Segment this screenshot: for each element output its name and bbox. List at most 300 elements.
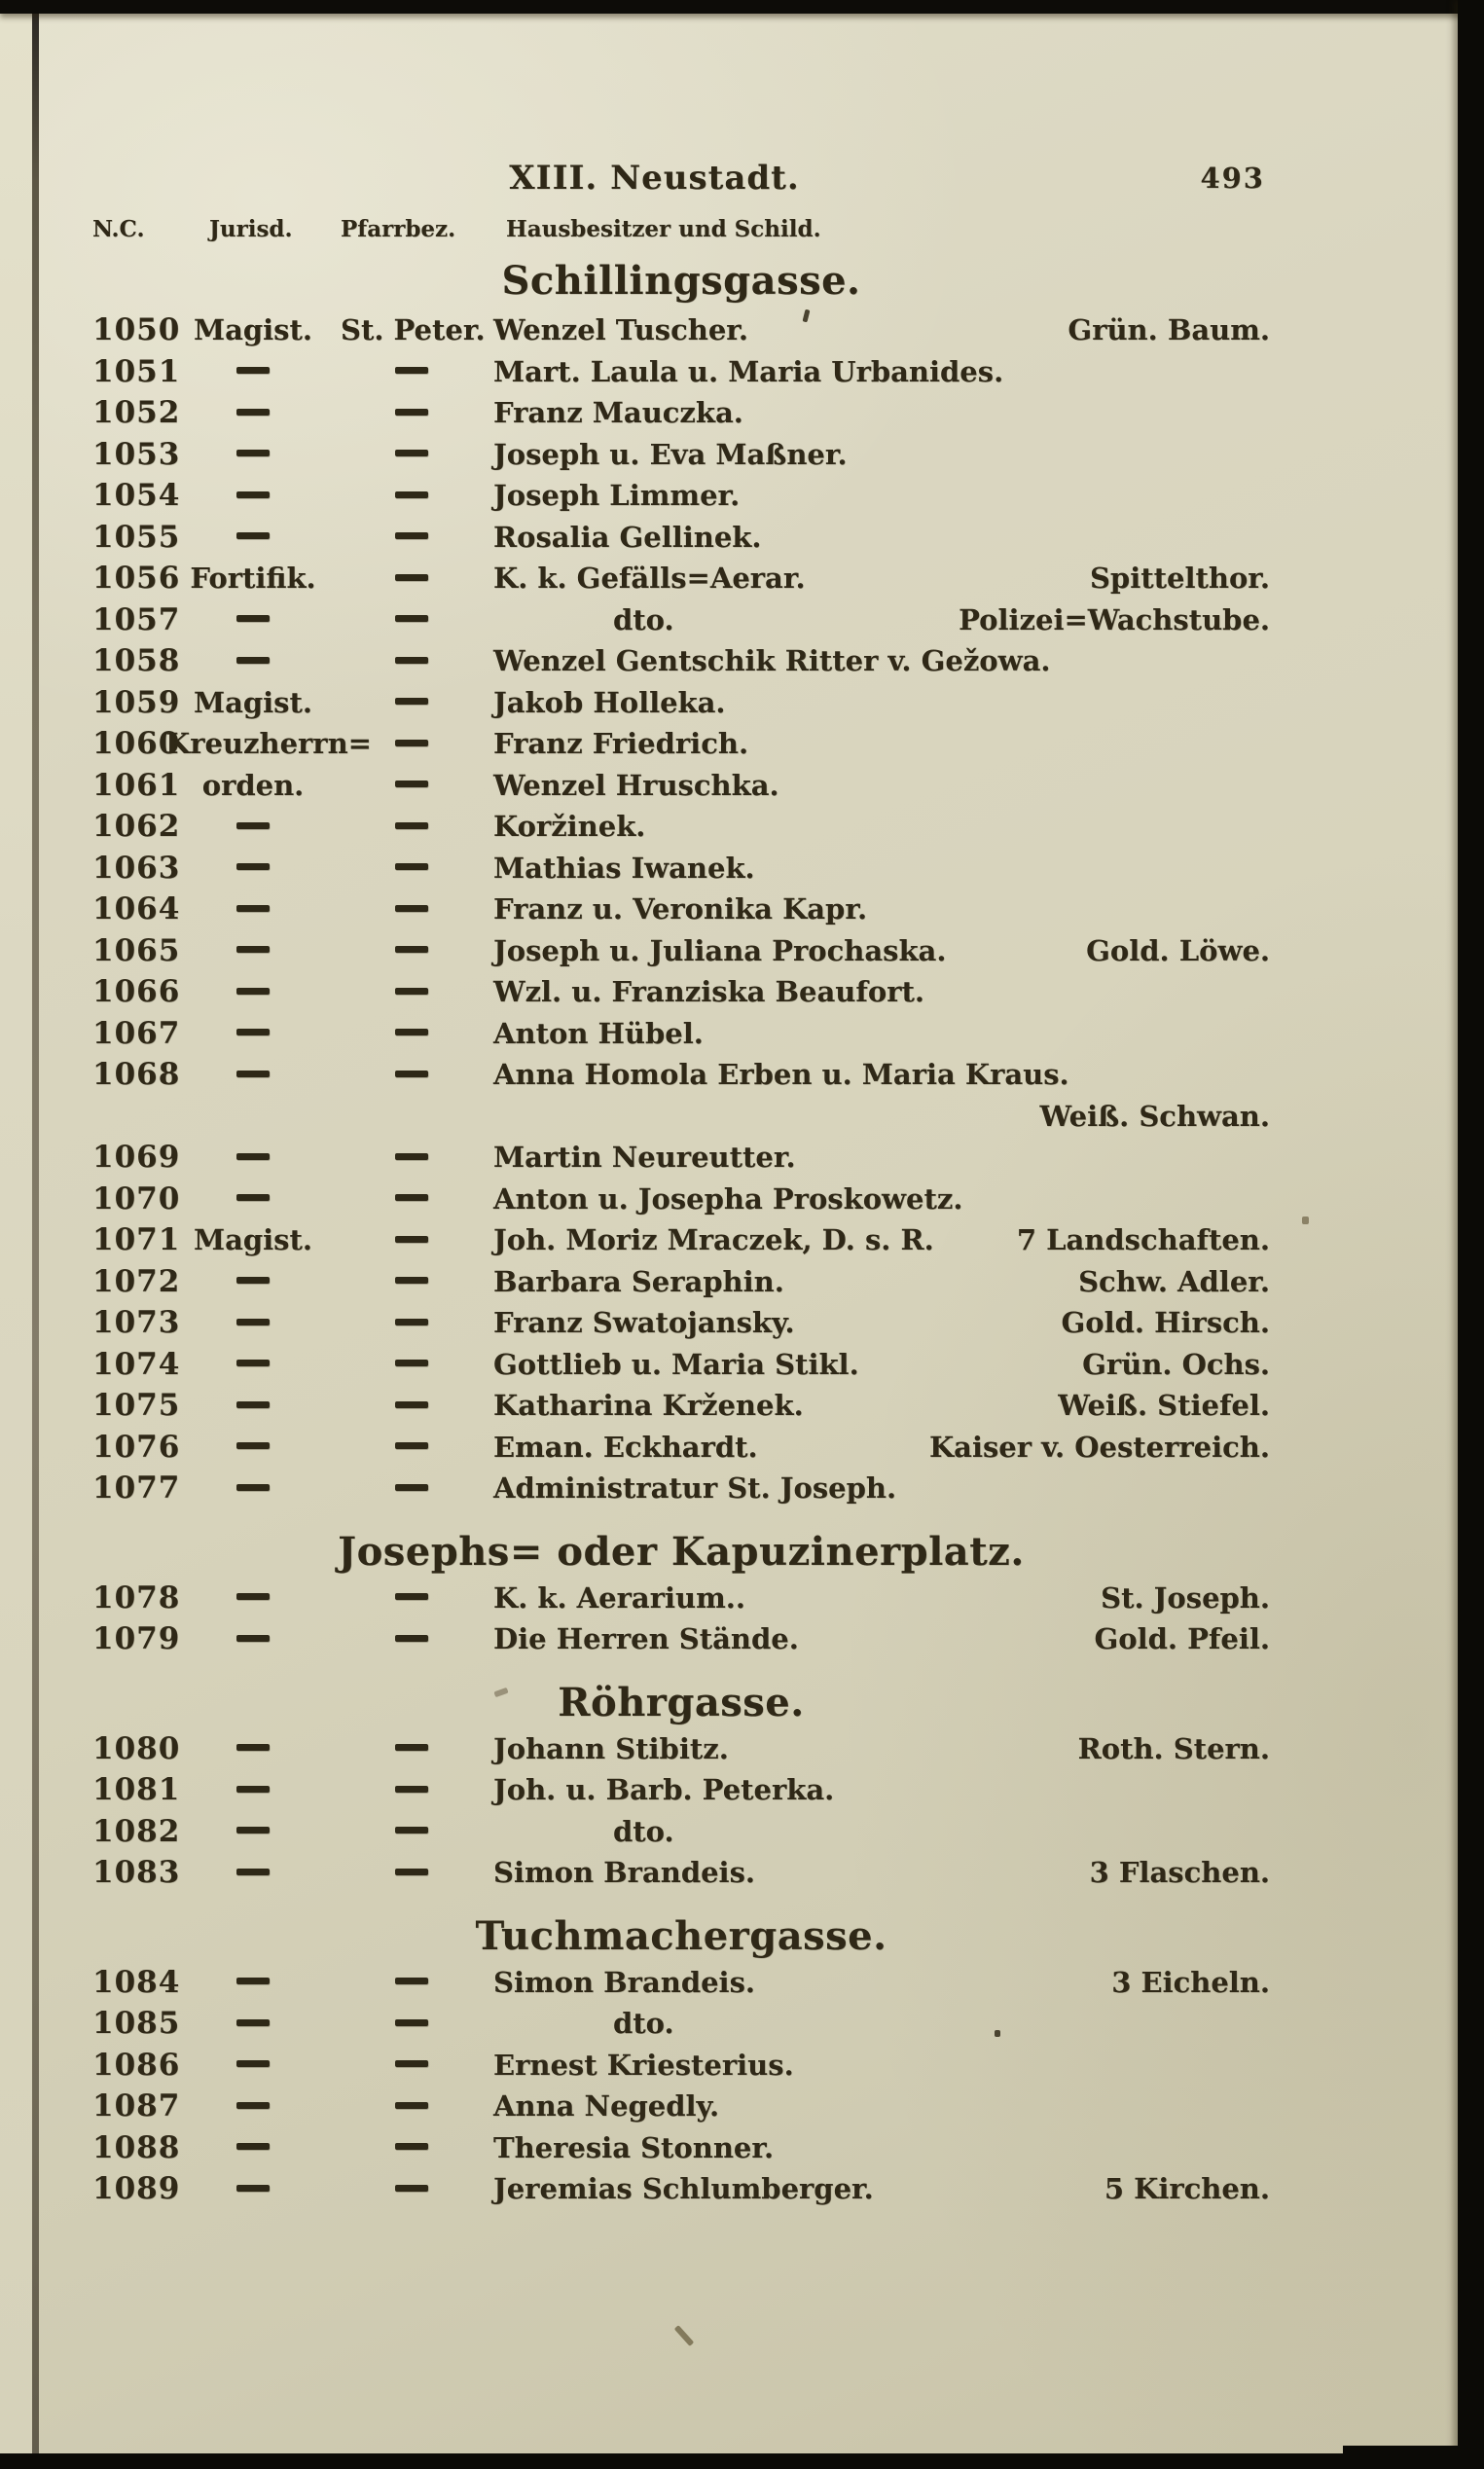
cell-owner: Joh. Moriz Mraczek, D. s. R. — [493, 1223, 934, 1256]
cell-owner: Wenzel Gentschik Ritter v. Gežowa. — [493, 644, 1051, 677]
cell-owner: dto. — [613, 1814, 674, 1848]
cell-pfarrbez — [341, 1811, 482, 1853]
cell-jurisd — [165, 971, 341, 1013]
dash-mark — [236, 905, 270, 912]
cell-jurisd — [165, 2045, 341, 2087]
cell-schild — [1262, 2127, 1270, 2169]
cell-owner — [482, 1096, 1032, 1138]
dash-mark — [395, 2060, 428, 2067]
cell-owner: Mart. Laula u. Maria Urbanides. — [493, 354, 1004, 388]
cell-nc: 1089 — [92, 2171, 181, 2206]
cell-jurisd — [165, 1811, 341, 1853]
table-row — [92, 558, 1270, 599]
dash-mark — [395, 1786, 428, 1793]
cell-schild — [1262, 765, 1270, 807]
cell-nc: 1061 — [92, 767, 181, 803]
cell-owner: Simon Brandeis. — [493, 1856, 756, 1889]
cell-owner: Joseph Limmer. — [493, 479, 741, 512]
cell-owner: Anton Hübel. — [493, 1016, 704, 1050]
dash-mark — [236, 1978, 270, 1984]
cell-pfarrbez — [341, 2127, 482, 2169]
dash-mark — [236, 1786, 270, 1793]
dash-mark — [236, 2060, 270, 2067]
cell-pfarrbez — [341, 640, 482, 682]
cell-nc: 1054 — [92, 478, 181, 513]
dash-mark — [236, 615, 270, 622]
dash-mark — [395, 615, 428, 622]
section-heading: Schillingsgasse. — [501, 258, 861, 304]
cell-jurisd — [165, 475, 341, 517]
dash-mark — [395, 409, 428, 416]
table-row — [92, 765, 1270, 807]
cell-schild: Gold. Pfeil. — [1094, 1622, 1270, 1655]
cell-nc: 1066 — [92, 974, 181, 1009]
dash-mark — [236, 1635, 270, 1642]
cell-jurisd — [165, 1728, 341, 1770]
cell-pfarrbez — [341, 392, 482, 434]
cell-jurisd — [165, 351, 341, 393]
scan-border-top — [0, 0, 1484, 14]
cell-jurisd — [165, 1618, 341, 1660]
cell-owner: dto. — [613, 2007, 674, 2040]
cell-jurisd — [165, 2003, 341, 2045]
cell-owner: Katharina Krženek. — [493, 1389, 804, 1422]
register-table — [92, 257, 1270, 2210]
cell-pfarrbez — [341, 1137, 482, 1179]
cell-jurisd — [165, 848, 341, 890]
dash-mark — [395, 1744, 428, 1751]
cell-schild: Grün. Ochs. — [1082, 1347, 1270, 1381]
table-row — [92, 1962, 1270, 2004]
cell-pfarrbez — [341, 2003, 482, 2045]
cell-nc: 1053 — [92, 436, 181, 472]
cell-schild — [1262, 475, 1270, 517]
cell-jurisd — [165, 1578, 341, 1619]
dash-mark — [395, 863, 428, 870]
cell-owner: Koržinek. — [493, 810, 646, 843]
dash-mark — [236, 1442, 270, 1449]
cell-schild — [1262, 640, 1270, 682]
dash-mark — [395, 1319, 428, 1325]
cell-nc: 1076 — [92, 1429, 181, 1465]
table-row — [92, 848, 1270, 890]
dash-mark — [395, 2019, 428, 2026]
cell-pfarrbez — [341, 2045, 482, 2087]
scan-border-bottom — [0, 2453, 1484, 2469]
cell-pfarrbez — [341, 1852, 482, 1894]
cell-pfarrbez — [341, 1769, 482, 1811]
cell-jurisd — [165, 2086, 341, 2127]
table-row — [92, 434, 1270, 476]
column-header-owner-schild: Hausbesitzer und Schild. — [506, 216, 821, 242]
dash-mark — [236, 532, 270, 539]
cell-schild — [1262, 971, 1270, 1013]
table-row — [92, 1096, 1270, 1138]
cell-pfarrbez — [341, 1096, 482, 1138]
cell-schild — [1262, 351, 1270, 393]
dash-mark — [395, 450, 428, 456]
cell-schild — [1262, 848, 1270, 890]
cell-pfarrbez — [341, 765, 482, 807]
dash-mark — [236, 988, 270, 995]
dash-mark — [395, 1978, 428, 1984]
dash-mark — [395, 1635, 428, 1642]
cell-jurisd — [165, 2168, 341, 2210]
cell-schild — [1262, 723, 1270, 765]
cell-nc: 1070 — [92, 1180, 181, 1216]
dash-mark — [395, 988, 428, 995]
table-row — [92, 2086, 1270, 2127]
cell-schild: Grün. Baum. — [1068, 313, 1270, 346]
column-header-row — [92, 216, 1270, 247]
dash-mark — [236, 1827, 270, 1834]
cell-schild — [1262, 2086, 1270, 2127]
dash-mark — [395, 1360, 428, 1366]
cell-owner: Franz Mauczka. — [493, 396, 743, 429]
cell-nc: 1075 — [92, 1388, 181, 1423]
cell-nc: 1059 — [92, 684, 181, 720]
cell-owner: Franz u. Veronika Kapr. — [493, 892, 868, 926]
dash-mark — [395, 1236, 428, 1243]
column-header-nc: N.C. — [92, 216, 145, 242]
dash-mark — [236, 863, 270, 870]
cell-owner: Barbara Seraphin. — [493, 1264, 784, 1298]
binding-fold-line — [32, 12, 39, 2461]
page-number: 493 — [1200, 162, 1265, 195]
cell-pfarrbez — [341, 1013, 482, 1055]
cell-schild: Spittelthor. — [1089, 562, 1270, 595]
cell-pfarrbez — [341, 599, 482, 641]
cell-jurisd — [165, 1096, 341, 1138]
table-row — [92, 2045, 1270, 2087]
cell-jurisd — [165, 1344, 341, 1386]
cell-nc: 1073 — [92, 1305, 181, 1340]
cell-jurisd: Fortifik. — [190, 562, 316, 595]
cell-pfarrbez — [341, 971, 482, 1013]
cell-pfarrbez — [341, 682, 482, 724]
cell-jurisd — [165, 640, 341, 682]
cell-schild — [1262, 806, 1270, 848]
dash-mark — [395, 1194, 428, 1201]
cell-owner: Wenzel Hruschka. — [493, 768, 779, 802]
cell-pfarrbez — [341, 1179, 482, 1220]
dash-mark — [236, 1744, 270, 1751]
table-row — [92, 1427, 1270, 1469]
table-row — [92, 599, 1270, 641]
cell-jurisd — [165, 1385, 341, 1427]
table-row — [92, 723, 1270, 765]
table-row — [92, 1219, 1270, 1261]
cell-pfarrbez — [341, 517, 482, 559]
section-heading: Röhrgasse. — [558, 1679, 805, 1725]
dash-mark — [236, 1869, 270, 1875]
cell-schild — [1262, 1013, 1270, 1055]
dash-mark — [395, 905, 428, 912]
cell-jurisd — [165, 1769, 341, 1811]
cell-pfarrbez — [341, 2086, 482, 2127]
cell-owner: Johann Stibitz. — [493, 1731, 729, 1765]
table-row — [92, 1578, 1270, 1619]
cell-schild: 3 Flaschen. — [1089, 1856, 1270, 1889]
table-row — [92, 1618, 1270, 1660]
cell-schild: 7 Landschaften. — [1016, 1223, 1270, 1256]
cell-schild: 3 Eicheln. — [1111, 1965, 1270, 1999]
cell-owner: Franz Friedrich. — [493, 727, 749, 760]
cell-pfarrbez — [341, 1219, 482, 1261]
dash-mark — [395, 1277, 428, 1284]
street-section — [92, 257, 1270, 1509]
dash-mark — [236, 1153, 270, 1160]
dash-mark — [236, 1194, 270, 1201]
cell-pfarrbez — [341, 351, 482, 393]
dash-mark — [395, 1827, 428, 1834]
ink-speck — [1302, 1216, 1309, 1224]
dash-mark — [236, 1319, 270, 1325]
cell-pfarrbez — [341, 1054, 482, 1096]
cell-jurisd — [165, 1179, 341, 1220]
cell-schild — [1262, 2003, 1270, 2045]
cell-schild — [1262, 517, 1270, 559]
cell-pfarrbez — [341, 723, 482, 765]
cell-schild: Gold. Hirsch. — [1061, 1306, 1270, 1339]
dash-mark — [236, 1029, 270, 1035]
table-row — [92, 351, 1270, 393]
cell-owner: Eman. Eckhardt. — [493, 1430, 758, 1464]
street-section — [92, 1680, 1270, 1894]
cell-nc: 1077 — [92, 1471, 181, 1506]
cell-nc: 1086 — [92, 2047, 181, 2083]
cell-pfarrbez — [341, 1344, 482, 1386]
cell-owner: dto. — [613, 602, 674, 636]
cell-nc: 1065 — [92, 932, 181, 968]
table-row — [92, 1344, 1270, 1386]
cell-jurisd: Magist. — [193, 313, 312, 346]
cell-jurisd — [165, 1054, 341, 1096]
cell-nc: 1071 — [92, 1222, 181, 1257]
cell-nc: 1058 — [92, 643, 181, 678]
dash-mark — [395, 698, 428, 705]
cell-schild: Polizei=Wachstube. — [959, 602, 1270, 636]
cell-schild — [1262, 1468, 1270, 1509]
dash-mark — [395, 657, 428, 664]
cell-pfarrbez — [341, 2168, 482, 2210]
cell-jurisd — [165, 1962, 341, 2004]
cell-schild: Roth. Stern. — [1077, 1731, 1270, 1765]
cell-owner: Wzl. u. Franziska Beaufort. — [493, 975, 924, 1008]
cell-nc: 1072 — [92, 1263, 181, 1299]
cell-pfarrbez — [341, 1728, 482, 1770]
cell-nc: 1084 — [92, 1964, 181, 2000]
cell-owner: Mathias Iwanek. — [493, 851, 755, 885]
cell-nc: 1085 — [92, 2006, 181, 2041]
cell-pfarrbez — [341, 930, 482, 972]
cell-nc: 1055 — [92, 519, 181, 555]
cell-pfarrbez — [341, 1962, 482, 2004]
cell-schild: Schw. Adler. — [1078, 1264, 1270, 1298]
cell-pfarrbez — [341, 1302, 482, 1344]
table-row — [92, 1811, 1270, 1853]
cell-jurisd — [165, 1427, 341, 1469]
cell-nc: 1078 — [92, 1579, 181, 1616]
table-row — [92, 2127, 1270, 2169]
dash-mark — [395, 822, 428, 829]
table-row — [92, 682, 1270, 724]
cell-jurisd: Magist. — [193, 1223, 312, 1256]
dash-mark — [236, 367, 270, 374]
column-header-jurisd: Jurisd. — [209, 216, 293, 242]
dash-mark — [236, 822, 270, 829]
cell-nc: 1079 — [92, 1621, 181, 1656]
cell-nc: 1082 — [92, 1813, 181, 1849]
cell-schild: Kaiser v. Oesterreich. — [928, 1430, 1270, 1464]
dash-mark — [236, 1071, 270, 1077]
table-row — [92, 806, 1270, 848]
dash-mark — [395, 532, 428, 539]
dash-mark — [395, 367, 428, 374]
cell-jurisd: Magist. — [193, 685, 312, 719]
cell-nc: 1074 — [92, 1346, 181, 1382]
cell-schild: 5 Kirchen. — [1104, 2172, 1270, 2205]
cell-jurisd — [165, 434, 341, 476]
dash-mark — [236, 2185, 270, 2192]
cell-pfarrbez — [341, 1468, 482, 1509]
cell-nc: 1069 — [92, 1140, 181, 1175]
street-section — [92, 1913, 1270, 2210]
table-row — [92, 309, 1270, 351]
paper-sheet — [39, 14, 1458, 2453]
table-row — [92, 1137, 1270, 1179]
cell-nc: 1088 — [92, 2129, 181, 2165]
table-row — [92, 1054, 1270, 1096]
cell-owner: Ernest Kriesterius. — [493, 2048, 794, 2082]
table-row — [92, 2003, 1270, 2045]
cell-schild — [1262, 682, 1270, 724]
cell-jurisd — [165, 1261, 341, 1303]
dash-mark — [395, 2102, 428, 2109]
cell-schild: St. Joseph. — [1101, 1580, 1270, 1615]
scan-border-right — [1458, 0, 1484, 2469]
cell-nc: 1081 — [92, 1772, 181, 1807]
cell-owner: Administratur St. Joseph. — [493, 1471, 897, 1505]
dash-mark — [236, 1401, 270, 1408]
cell-pfarrbez: St. Peter. — [341, 313, 486, 346]
dash-mark — [395, 946, 428, 953]
table-row — [92, 889, 1270, 930]
cell-owner: Simon Brandeis. — [493, 1965, 756, 1999]
cell-pfarrbez — [341, 475, 482, 517]
cell-owner: Die Herren Stände. — [493, 1622, 799, 1655]
street-section — [92, 1529, 1270, 1660]
cell-owner: Rosalia Gellinek. — [493, 520, 762, 554]
ink-speck — [995, 2030, 1000, 2037]
cell-pfarrbez — [341, 1427, 482, 1469]
cell-nc: 1083 — [92, 1855, 181, 1890]
cell-schild — [1262, 1137, 1270, 1179]
cell-pfarrbez — [341, 434, 482, 476]
dash-mark — [236, 2143, 270, 2150]
cell-jurisd — [165, 517, 341, 559]
cell-jurisd: Kreuzherrn= — [165, 727, 372, 760]
cell-jurisd — [165, 2127, 341, 2169]
cell-nc: 1060 — [92, 726, 181, 761]
scan-border-bottom-step — [1343, 2446, 1458, 2469]
cell-schild: Weiß. Stiefel. — [1058, 1389, 1270, 1422]
cell-jurisd — [165, 806, 341, 848]
cell-jurisd: orden. — [201, 768, 305, 802]
cell-owner: Gottlieb u. Maria Stikl. — [493, 1347, 859, 1381]
cell-pfarrbez — [341, 1618, 482, 1660]
dash-mark — [236, 946, 270, 953]
table-row — [92, 517, 1270, 559]
cell-pfarrbez — [341, 806, 482, 848]
dash-mark — [236, 1277, 270, 1284]
cell-owner: Theresia Stonner. — [493, 2130, 775, 2164]
dash-mark — [236, 1484, 270, 1491]
cell-schild — [1262, 392, 1270, 434]
cell-owner: Jeremias Schlumberger. — [493, 2172, 874, 2205]
cell-jurisd — [165, 930, 341, 972]
dash-mark — [236, 491, 270, 498]
column-header-pfarrbez: Pfarrbez. — [341, 216, 456, 242]
cell-nc: 1062 — [92, 809, 181, 844]
cell-nc: 1050 — [92, 312, 181, 347]
dash-mark — [395, 740, 428, 746]
cell-pfarrbez — [341, 558, 482, 599]
cell-nc: 1057 — [92, 601, 181, 637]
cell-pfarrbez — [341, 1385, 482, 1427]
cell-pfarrbez — [341, 1578, 482, 1619]
table-row — [92, 1179, 1270, 1220]
cell-owner: K. k. Aerarium.. — [493, 1580, 745, 1615]
dash-mark — [395, 781, 428, 787]
cell-schild — [1262, 1054, 1270, 1096]
table-row — [92, 1468, 1270, 1509]
cell-jurisd — [165, 392, 341, 434]
table-row — [92, 392, 1270, 434]
cell-jurisd — [165, 1137, 341, 1179]
cell-owner: Anna Negedly. — [493, 2089, 720, 2123]
table-row — [92, 1302, 1270, 1344]
cell-nc: 1080 — [92, 1730, 181, 1766]
cell-nc: 1064 — [92, 891, 181, 926]
dash-mark — [395, 491, 428, 498]
dash-mark — [395, 1593, 428, 1600]
dash-mark — [395, 2143, 428, 2150]
cell-schild — [1262, 1179, 1270, 1220]
table-row — [92, 1013, 1270, 1055]
dash-mark — [395, 574, 428, 581]
cell-schild — [1262, 2045, 1270, 2087]
dash-mark — [395, 1442, 428, 1449]
cell-owner: Jakob Holleka. — [493, 685, 726, 719]
dash-mark — [236, 409, 270, 416]
section-heading: Josephs= oder Kapuzinerplatz. — [338, 1528, 1025, 1575]
page-title: XIII. Neustadt. — [509, 159, 800, 198]
table-row — [92, 971, 1270, 1013]
cell-jurisd — [165, 889, 341, 930]
cell-jurisd — [165, 1468, 341, 1509]
cell-nc — [92, 1096, 165, 1138]
cell-owner: K. k. Gefälls=Aerar. — [493, 562, 806, 595]
cell-owner: Anna Homola Erben u. Maria Kraus. — [493, 1058, 1069, 1091]
dash-mark — [236, 2102, 270, 2109]
cell-pfarrbez — [341, 848, 482, 890]
cell-owner: Wenzel Tuscher. — [493, 313, 749, 346]
cell-owner: Anton u. Josepha Proskowetz. — [493, 1181, 963, 1216]
table-row — [92, 1261, 1270, 1303]
cell-jurisd — [165, 1852, 341, 1894]
section-heading: Tuchmachergasse. — [475, 1912, 887, 1959]
